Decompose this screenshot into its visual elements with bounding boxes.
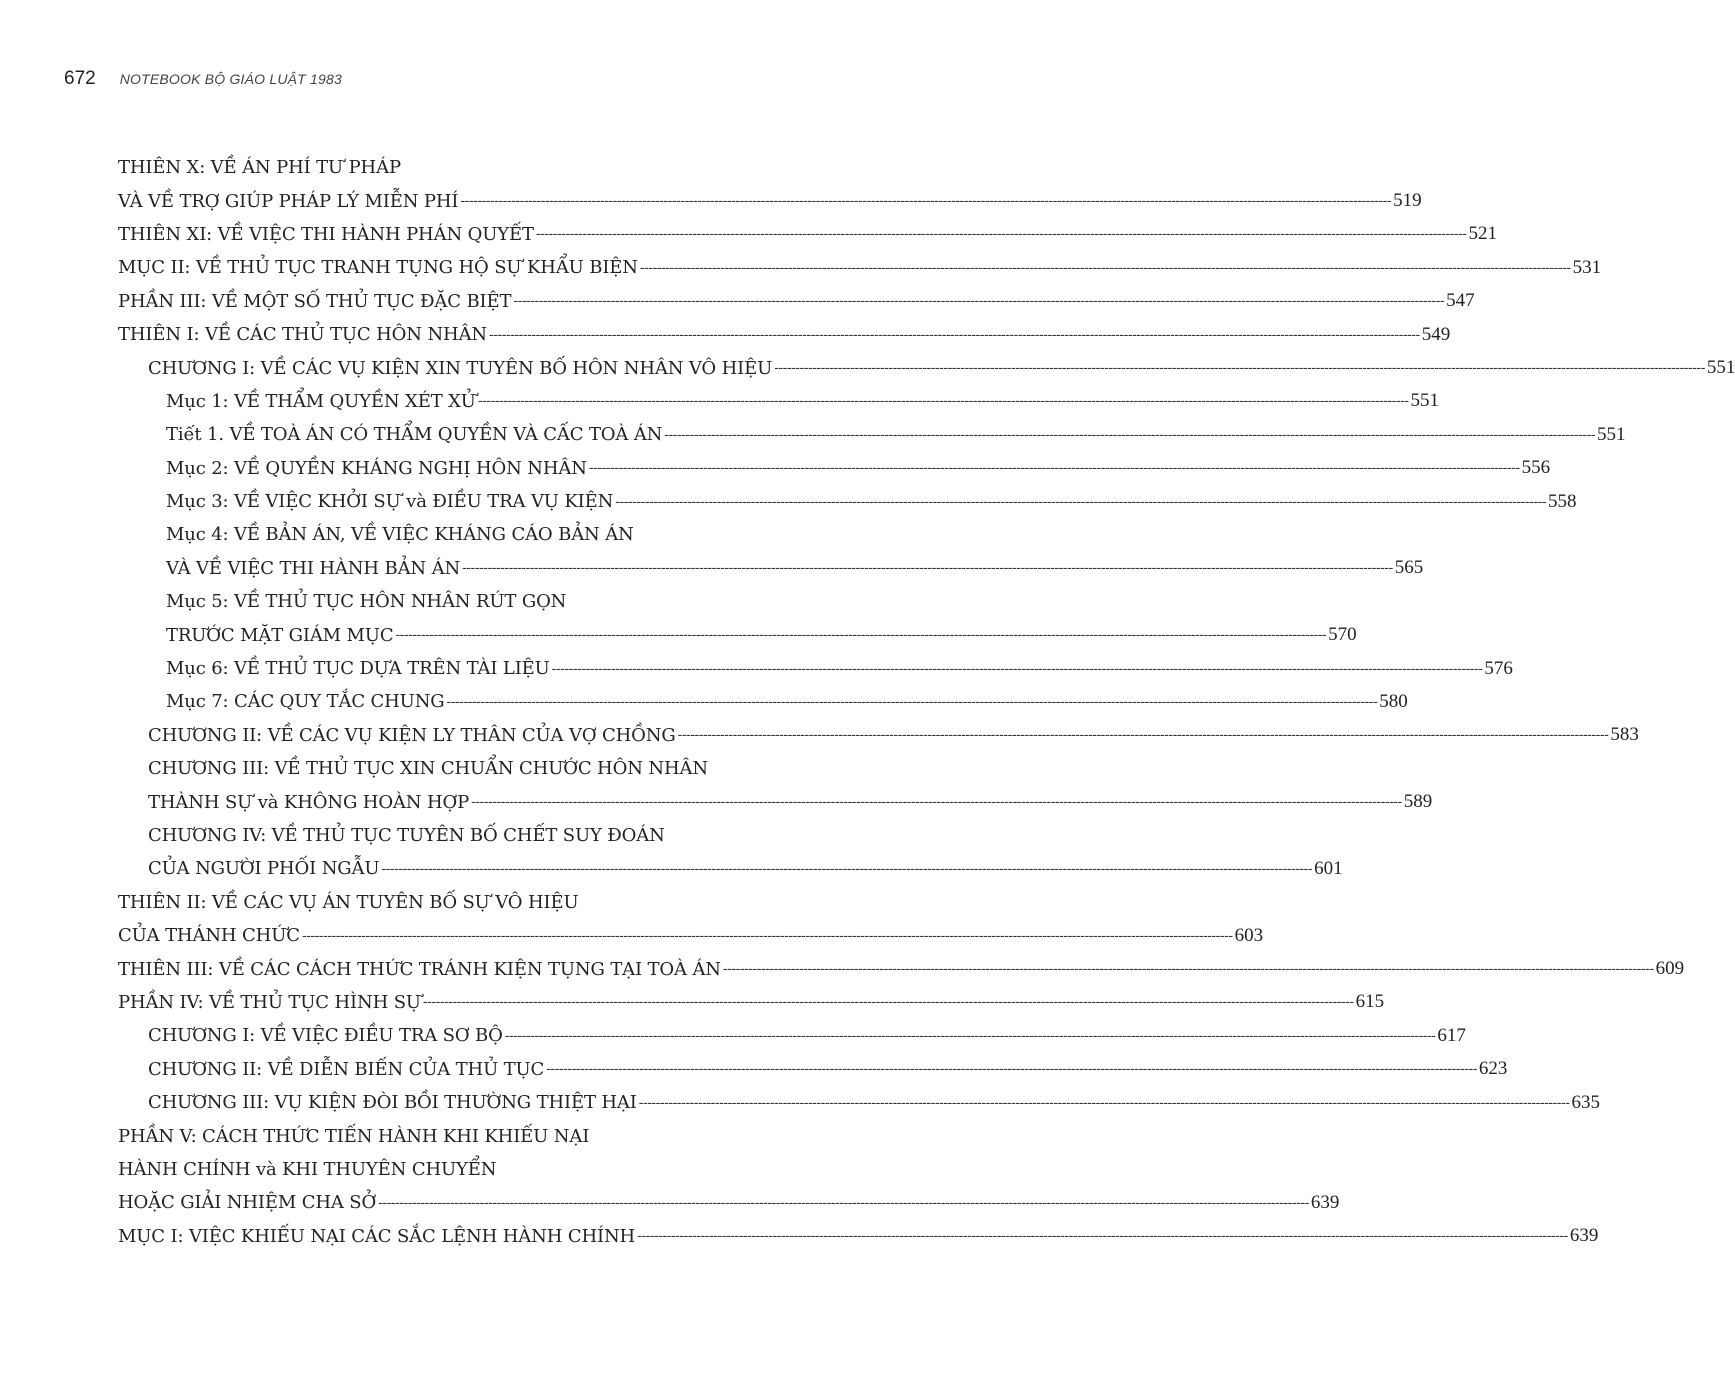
toc-entry [118, 218, 1498, 251]
toc-entry-title: Mục 5: VỀ THỦ TỤC HÔN NHÂN RÚT GỌN [166, 591, 567, 613]
toc-entry-title: CHƯƠNG I: VỀ VIỆC ĐIỀU TRA SƠ BỘ [148, 1025, 503, 1047]
toc-entry-page: 603 [1234, 924, 1264, 946]
toc-entry-title: HÀNH CHÍNH và KHI THUYÊN CHUYỂN [118, 1158, 497, 1180]
dot-leader: ---------------------------------------------------------------------------------------------------------------------------------------------------------------------------------------------------------------------------- [664, 426, 1595, 443]
dot-leader: ---------------------------------------------------------------------------------------------------------------------------------------------------------------------------------------------------------------------------- [774, 360, 1705, 377]
dot-leader: ---------------------------------------------------------------------------------------------------------------------------------------------------------------------------------------------------------------------------- [513, 293, 1445, 310]
dot-leader: ---------------------------------------------------------------------------------------------------------------------------------------------------------------------------------------------------------------------------- [395, 627, 1327, 644]
dot-leader: ---------------------------------------------------------------------------------------------------------------------------------------------------------------------------------------------------------------------------- [462, 560, 1393, 577]
toc-entry [118, 785, 1433, 818]
toc-entry [118, 552, 1424, 585]
toc-entry-title: HOẶC GIẢI NHIỆM CHA SỞ [118, 1192, 377, 1214]
toc-entry-title: Tiết 1. VỀ TOÀ ÁN CÓ THẨM QUYỀN VÀ CẤC TOÀ ÁN [166, 424, 663, 446]
toc-entry [118, 485, 1577, 518]
toc-entry-title: CHƯƠNG III: VỤ KIỆN ĐÒI BỒI THƯỜNG THIỆT HẠI [148, 1092, 637, 1114]
toc-entry-page: 639 [1569, 1225, 1599, 1247]
toc-entry-title: Mục 2: VỀ QUYỀN KHÁNG NGHỊ HÔN NHÂN [166, 457, 587, 479]
toc-entry-page: 635 [1571, 1091, 1600, 1113]
toc-entry [118, 151, 810, 184]
toc-entry-page: 556 [1521, 457, 1551, 479]
toc-entry-title: Mục 3: VỀ VIỆC KHỞI SỰ và ĐIỀU TRA VỤ KIỆN [166, 491, 614, 513]
toc-entry-title: CHƯƠNG I: VỀ CÁC VỤ KIỆN XIN TUYÊN BỐ HÔN NHÂN VÔ HIỆU [148, 357, 773, 379]
dot-leader: ---------------------------------------------------------------------------------------------------------------------------------------------------------------------------------------------------------------------------- [489, 326, 1420, 343]
toc-entry-page: 609 [1655, 958, 1685, 980]
toc-entry [118, 418, 1626, 451]
toc-entry [118, 1119, 810, 1152]
toc-entry-title: THIÊN I: VỀ CÁC THỦ TỤC HÔN NHÂN [118, 324, 488, 346]
toc-entry-title: PHẦN IV: VỀ THỦ TỤC HÌNH SỰ [118, 991, 421, 1013]
toc-entry [118, 1220, 1599, 1253]
toc-entry-title: CỦA NGƯỜI PHỐI NGẪU [148, 858, 380, 880]
dot-leader: ---------------------------------------------------------------------------------------------------------------------------------------------------------------------------------------------------------------------------- [551, 660, 1483, 677]
dot-leader: ---------------------------------------------------------------------------------------------------------------------------------------------------------------------------------------------------------------------------- [615, 493, 1546, 510]
toc-entry-page: 589 [1403, 791, 1433, 813]
toc-entry-page: 615 [1355, 991, 1385, 1013]
toc-entry-title: THÀNH SỰ và KHÔNG HOÀN HỢP [148, 791, 470, 813]
toc-entry-title: CHƯƠNG IV: VỀ THỦ TỤC TUYÊN BỐ CHẾT SUY ĐOÁN [148, 825, 665, 846]
dot-leader: ---------------------------------------------------------------------------------------------------------------------------------------------------------------------------------------------------------------------------- [535, 226, 1467, 243]
toc-entry-page: 565 [1394, 557, 1424, 579]
toc-entry-title: MỤC I: VIỆC KHIẾU NẠI CÁC SẮC LỆNH HÀNH CHÍNH [118, 1225, 636, 1247]
toc-entry [118, 184, 1422, 217]
toc-entry-title: THIÊN II: VỀ CÁC VỤ ÁN TUYÊN BỐ SỰ VÔ HIỆU [118, 891, 579, 913]
dot-leader: ---------------------------------------------------------------------------------------------------------------------------------------------------------------------------------------------------------------------------- [639, 259, 1571, 276]
dot-leader: ---------------------------------------------------------------------------------------------------------------------------------------------------------------------------------------------------------------------------- [477, 393, 1409, 410]
toc-entry [118, 986, 1385, 1019]
page-header [64, 68, 342, 96]
toc-entry-page: 617 [1437, 1024, 1466, 1046]
dot-leader: ---------------------------------------------------------------------------------------------------------------------------------------------------------------------------------------------------------------------------- [637, 1228, 1568, 1245]
toc-entry-page: 519 [1393, 190, 1422, 212]
toc-entry [118, 919, 1264, 952]
toc-entry-title: Mục 1: VỀ THẨM QUYỀN XÉT XỬ [166, 390, 476, 412]
toc-entry-title: THIÊN III: VỀ CÁC CÁCH THỨC TRÁNH KIỆN TỤNG TẠI TOÀ ÁN [118, 958, 721, 980]
toc-entry-title: Mục 7: CÁC QUY TẮC CHUNG [166, 691, 445, 713]
toc-entry-page: 576 [1484, 657, 1513, 679]
toc-entry-title: Mục 4: VỀ BẢN ÁN, VỀ VIỆC KHÁNG CÁO BẢN ÁN [166, 524, 634, 546]
toc-entry-page: 549 [1421, 323, 1451, 345]
toc-entry [118, 719, 1639, 752]
toc-entry-title: PHẦN V: CÁCH THỨC TIẾN HÀNH KHI KHIẾU NẠI [118, 1125, 590, 1147]
dot-leader: ---------------------------------------------------------------------------------------------------------------------------------------------------------------------------------------------------------------------------- [422, 994, 1354, 1011]
toc-entry [118, 1153, 810, 1186]
toc-entry-page: 570 [1328, 624, 1357, 646]
dot-leader: ---------------------------------------------------------------------------------------------------------------------------------------------------------------------------------------------------------------------------- [546, 1061, 1477, 1078]
toc-entry [118, 1086, 1600, 1119]
toc-entry [118, 385, 1440, 418]
dot-leader: ---------------------------------------------------------------------------------------------------------------------------------------------------------------------------------------------------------------------------- [588, 460, 1520, 477]
toc-entry [118, 1186, 1340, 1219]
toc-entry [118, 585, 810, 618]
toc-entry-title: MỤC II: VỀ THỦ TỤC TRANH TỤNG HỘ SỰ KHẨU BIỆN [118, 257, 638, 279]
toc-entry-page: 623 [1478, 1058, 1508, 1080]
running-title: NOTEBOOK BỘ GIÁO LUẬT 1983 [119, 71, 342, 87]
toc-entry-page: 601 [1314, 857, 1343, 879]
toc-entry-title: THIÊN X: VỀ ÁN PHÍ TƯ PHÁP [118, 157, 401, 179]
table-of-contents [118, 151, 1735, 1253]
toc-entry [118, 685, 1408, 718]
toc-entry [118, 318, 1451, 351]
toc-entry-title: VÀ VỀ TRỢ GIÚP PHÁP LÝ MIỄN PHÍ [118, 190, 459, 212]
toc-entry [118, 452, 1551, 485]
toc-entry [118, 1053, 1508, 1086]
toc-entry-page: 551 [1410, 390, 1440, 412]
toc-entry-page: 583 [1610, 724, 1639, 746]
dot-leader: ---------------------------------------------------------------------------------------------------------------------------------------------------------------------------------------------------------------------------- [677, 727, 1609, 744]
dot-leader: ---------------------------------------------------------------------------------------------------------------------------------------------------------------------------------------------------------------------------- [378, 1194, 1309, 1211]
toc-entry-page: 547 [1446, 290, 1475, 312]
toc-entry [118, 852, 1343, 885]
toc-entry [118, 752, 810, 785]
toc-entry [118, 819, 810, 852]
toc-entry [118, 952, 1685, 985]
dot-leader: ---------------------------------------------------------------------------------------------------------------------------------------------------------------------------------------------------------------------------- [471, 794, 1402, 811]
toc-entry-page: 580 [1379, 690, 1408, 712]
toc-entry-title: Mục 6: VỀ THỦ TỤC DỰA TRÊN TÀI LIỆU [166, 658, 550, 680]
page-number: 672 [64, 68, 96, 89]
toc-entry [118, 351, 1735, 384]
toc-entry-title: CHƯƠNG II: VỀ DIỄN BIẾN CỦA THỦ TỤC [148, 1058, 545, 1080]
toc-entry [118, 285, 1475, 318]
toc-entry [118, 886, 810, 919]
toc-entry-page: 531 [1572, 256, 1602, 278]
toc-entry-title: CHƯƠNG III: VỀ THỦ TỤC XIN CHUẨN CHƯỚC HÔN NHÂN [148, 758, 708, 780]
toc-entry-page: 521 [1468, 223, 1498, 245]
toc-entry-page: 639 [1310, 1191, 1340, 1213]
dot-leader: ---------------------------------------------------------------------------------------------------------------------------------------------------------------------------------------------------------------------------- [381, 860, 1313, 877]
toc-entry-title: THIÊN XI: VỀ VIỆC THI HÀNH PHÁN QUYẾT [118, 223, 534, 245]
toc-entry-page: 558 [1547, 490, 1577, 512]
toc-entry-title: CỦA THÁNH CHỨC [118, 925, 300, 947]
dot-leader: ---------------------------------------------------------------------------------------------------------------------------------------------------------------------------------------------------------------------------- [638, 1094, 1570, 1111]
toc-entry [118, 518, 810, 551]
dot-leader: ---------------------------------------------------------------------------------------------------------------------------------------------------------------------------------------------------------------------------- [504, 1027, 1436, 1044]
toc-entry-title: VÀ VỀ VIỆC THI HÀNH BẢN ÁN [166, 557, 461, 579]
dot-leader: ---------------------------------------------------------------------------------------------------------------------------------------------------------------------------------------------------------------------------- [301, 927, 1233, 944]
toc-entry-page: 551 [1596, 423, 1626, 445]
toc-entry-page: 551 [1706, 357, 1735, 379]
toc-entry-title: TRƯỚC MẶT GIÁM MỤC [166, 624, 394, 646]
toc-entry [118, 618, 1357, 651]
toc-entry [118, 251, 1602, 284]
dot-leader: ---------------------------------------------------------------------------------------------------------------------------------------------------------------------------------------------------------------------------- [446, 693, 1378, 710]
toc-entry [118, 1019, 1466, 1052]
dot-leader: ---------------------------------------------------------------------------------------------------------------------------------------------------------------------------------------------------------------------------- [722, 961, 1654, 978]
toc-entry-title: PHẦN III: VỀ MỘT SỐ THỦ TỤC ĐẶC BIỆT [118, 290, 512, 312]
toc-entry-title: CHƯƠNG II: VỀ CÁC VỤ KIỆN LY THÂN CỦA VỢ CHỒNG [148, 724, 676, 746]
dot-leader: ---------------------------------------------------------------------------------------------------------------------------------------------------------------------------------------------------------------------------- [460, 193, 1392, 210]
toc-entry [118, 652, 1513, 685]
